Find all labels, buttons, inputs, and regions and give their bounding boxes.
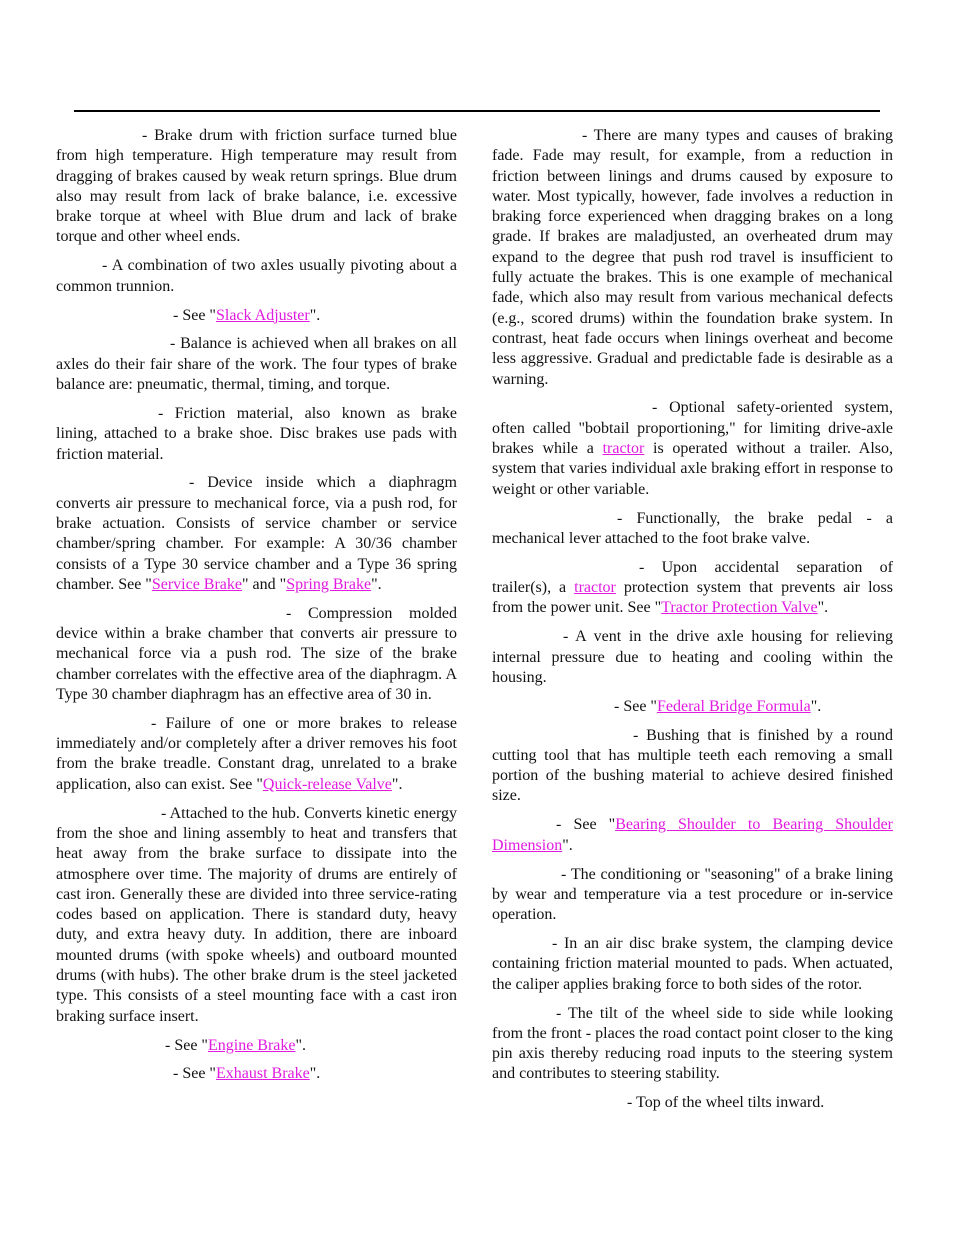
entry-text: - Functionally, the brake pedal - a mechanical lever attached to the foot brake valve. [492, 509, 893, 547]
link-slack-adjuster[interactable]: Slack Adjuster [215, 306, 310, 324]
entry-text: is operated without a trailer. Also, system that varies individual axle braking effort in response to weight or other variable. [492, 440, 894, 498]
entry-text: - See " [173, 1065, 216, 1083]
entry-text: - Top of the wheel tilts inward. [627, 1094, 825, 1112]
entry-text: - Upon accidental separation of trailer(s), a [492, 558, 893, 597]
glossary-entry-caliper [492, 934, 893, 995]
entry-text: - Brake drum with friction surface turned blue from high temperature. High temperature may result from dragging of brakes caused by weak return springs. Blue drum also may result from lack of brake balance, i.e. excessive brake torque at wheel with Blue drum and lack of brake torque and other wheel ends. [56, 127, 457, 246]
entry-text: - Optional safety-oriented system, often called "bobtail proportioning," for limiting drive-axle brakes while a [492, 399, 893, 458]
glossary-entry-brake-treadle [492, 509, 893, 550]
header-rule [74, 110, 880, 112]
entry-text: ". [817, 599, 829, 617]
glossary-entry-breakaway-protection [492, 558, 893, 619]
glossary-entry-breather [492, 627, 893, 688]
entry-text: ". [391, 775, 403, 793]
entry-text: - Failure of one or more brakes to release immediately and/or completely after a driver removes his foot from the brake treadle. Constant drag, unrelated to a brake application, also can exist. See " [56, 714, 457, 793]
glossary-entry-brake-drag [56, 714, 457, 795]
glossary-entry-slack-adjuster-ref [56, 306, 457, 326]
glossary-entry-camber-negative [492, 1093, 893, 1113]
link-engine-brake[interactable]: Engine Brake [207, 1036, 296, 1054]
glossary-entry-bridge-formula-ref [492, 697, 893, 717]
entry-text: - Friction material, also known as brake lining, attached to a brake shoe. Disc brakes use pads with friction material. [56, 404, 457, 463]
entry-text: - Bushing that is finished by a round cutting tool that has multiple teeth each removing a small portion of the bushing material to achieve desired finished size. [492, 726, 893, 805]
link-tractor-protection-valve[interactable]: Tractor Protection Valve [661, 599, 818, 617]
link-spring-brake[interactable]: Spring Brake [286, 575, 372, 593]
glossary-entry-brake-proportioning [492, 398, 893, 499]
link-tractor[interactable]: tractor [574, 579, 616, 597]
glossary-entry-brake-drum [56, 804, 457, 1027]
link-service-brake[interactable]: Service Brake [151, 575, 243, 593]
link-tractor[interactable]: tractor [602, 440, 645, 458]
glossary-entry-exhaust-brake-ref [56, 1064, 457, 1084]
entry-text: ". [309, 306, 321, 324]
glossary-entry-blue-drum [56, 126, 457, 248]
right-column [492, 126, 893, 1114]
entry-text: - Compression molded device within a brake chamber that converts air pressure to mechanical force via a push rod. The size of the brake chamber correlates with the effective area of the diaphragm. A Type 30 chamber diaphragm has an effective area of 30 in. [56, 604, 457, 703]
entry-text: - A combination of two axles usually pivoting about a common trunnion. [56, 257, 457, 295]
entry-text: - The conditioning or "seasoning" of a brake lining by wear and temperature via a test procedure or in-service operation. [492, 865, 893, 924]
entry-text: - Balance is achieved when all brakes on all axles do their fair share of the work. The four types of brake balance are: pneumatic, thermal, timing, and torque. [56, 335, 457, 394]
entry-text: - Attached to the hub. Converts kinetic energy from the shoe and lining assembly to heat and transfers that heat away from the brake surface to dissipate into the atmosphere over time. The majority of drums are entirely of cast iron. Generally these are divided into three service-rating codes based on application. There is standard duty, heavy duty, and extra heavy duty. In addition, there are inboard mounted drums (with spoke wheels) and outboard mounted drums (with hubs). The other brake drum is the steel jacketed type. This consists of a steel mounting face with a cast iron braking surface insert. [56, 804, 457, 1025]
link-bearing-shoulder-dimension[interactable]: Bearing Shoulder to Bearing Shoulder Dimension [492, 816, 893, 854]
glossary-entry-tandem [56, 256, 457, 297]
glossary-entry-brake-chamber [56, 473, 457, 595]
entry-text: ". [810, 697, 822, 715]
entry-text: - See " [614, 697, 657, 715]
glossary-entry-camber [492, 1004, 893, 1085]
entry-text: - See " [556, 816, 616, 834]
entry-text: - In an air disc brake system, the clamping device containing friction material mounted to pads. When actuated, the caliper applies braking force to both sides of the rotor. [492, 935, 893, 993]
glossary-entry-brake-balance [56, 334, 457, 395]
link-exhaust-brake[interactable]: Exhaust Brake [215, 1065, 310, 1083]
entry-text: " and " [242, 575, 287, 593]
entry-text: protection system that prevents air loss from the power unit. See " [492, 579, 893, 617]
entry-text: ". [295, 1036, 307, 1054]
entry-text: ". [562, 836, 573, 854]
glossary-entry-burnish [492, 865, 893, 926]
entry-text: - There are many types and causes of braking fade. Fade may result, for example, from a reduction in friction between linings and drums caused by exposure to water. Most typically, however, fade involves a reduction in braking force experienced when dragging brakes on a long grade. If brakes are maladjusted, an overheated drum may expand to the degree that push rod travel is insufficient to fully actuate the brakes. This is one example of mechanical fade, which also may result from various mechanical defects (e.g., scored drums) within the foundation brake system. In contrast, heat fade occurs when linings overheat and become less aggressive. Gradual and predictable fade is desirable as a warning. [492, 127, 893, 388]
glossary-entry-brake-diaphragm [56, 604, 457, 705]
glossary-entry-bsbs-ref [492, 815, 893, 856]
left-column [56, 126, 457, 1085]
entry-text: - Device inside which a diaphragm converts air pressure to mechanical force, via a push rod, for brake actuation. Consists of service chamber or service chamber/spring chamber. For example: A 30/36 chamber consists of a Type 30 service chamber and a Type 36 spring chamber. See " [56, 474, 457, 593]
glossary-entry-broached-bushing [492, 726, 893, 807]
link-federal-bridge-formula[interactable]: Federal Bridge Formula [656, 697, 811, 715]
entry-text: - See " [165, 1036, 208, 1054]
entry-text: - See " [173, 306, 216, 324]
glossary-entry-engine-brake-ref [56, 1036, 457, 1056]
glossary-entry-brake-block [56, 404, 457, 465]
entry-text: ". [371, 575, 382, 593]
link-quick-release-valve[interactable]: Quick-release Valve [262, 775, 392, 793]
entry-text: ". [309, 1065, 321, 1083]
entry-text: - A vent in the drive axle housing for relieving internal pressure due to heating and cooling within the housing. [492, 628, 893, 686]
entry-text: - The tilt of the wheel side to side while looking from the front - places the road contact point closer to the king pin axis thereby reducing road inputs to the steering system and contributes to steering stability. [492, 1004, 893, 1083]
glossary-entry-brake-fade [492, 126, 893, 390]
